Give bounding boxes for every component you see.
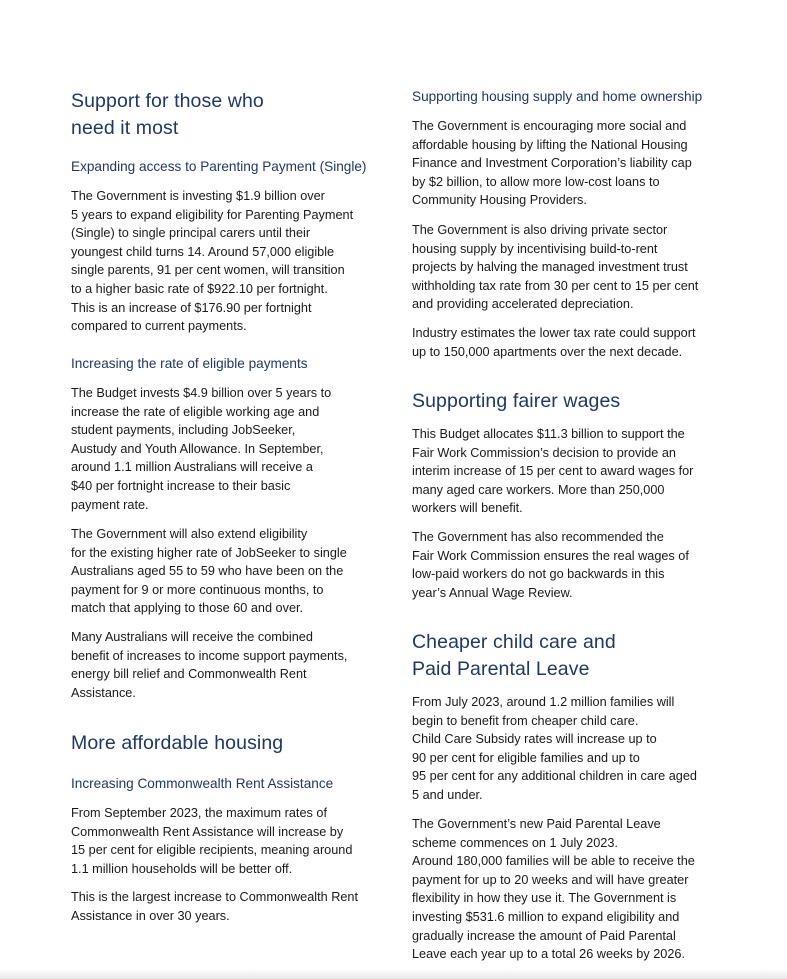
text-line: affordable housing by lifting the National Housing	[412, 137, 688, 152]
text-line: Fair Work Commission ensures the real wages of	[412, 548, 689, 563]
text-line: Leave each year up to a total 26 weeks by 2026.	[412, 947, 685, 962]
text-line: workers will benefit.	[412, 501, 523, 516]
paragraph-largest-increase	[71, 888, 358, 925]
heading-line: Cheaper child care and	[412, 631, 616, 653]
text-line: projects by halving the managed investment trust	[412, 260, 688, 275]
text-line: year’s Annual Wage Review.	[412, 585, 573, 600]
text-line: 5 and under.	[412, 787, 483, 802]
text-line: single parents, 91 per cent women, will transition	[71, 263, 345, 278]
text-line: payment for 9 or more continuous months, to	[71, 582, 324, 597]
text-line: scheme commences on 1 July 2023.	[412, 835, 618, 850]
text-line: 90 per cent for eligible families and up to	[412, 750, 640, 765]
text-line: From July 2023, around 1.2 million families will	[412, 695, 675, 709]
text-line: many aged care workers. More than 250,000	[412, 482, 665, 497]
paragraph-build-to-rent	[412, 221, 698, 314]
text-line: 1.1 million households will be better off.	[71, 861, 293, 876]
text-line: The Government’s new Paid Parental Leave	[412, 817, 661, 831]
paragraph-parenting-payment	[71, 187, 353, 336]
text-line: Assistance.	[71, 685, 136, 700]
text-line: 95 per cent for any additional children in care aged	[412, 769, 697, 784]
text-line: up to 150,000 apartments over the next decade.	[412, 344, 683, 359]
text-line: Around 180,000 families will be able to receive the	[412, 854, 695, 869]
heading-line: Paid Parental Leave	[412, 658, 590, 680]
text-line: The Government has also recommended the	[412, 530, 664, 544]
paragraph-eligible-payments-rate	[71, 384, 331, 514]
subheading-housing-supply: Supporting housing supply and home ownership	[412, 89, 703, 104]
text-line: Finance and Investment Corporation’s liability cap	[412, 156, 692, 171]
text-line: by $2 billion, to allow more low-cost loans to	[412, 174, 660, 189]
text-line: Australians aged 55 to 59 who have been on the	[71, 564, 344, 579]
text-line: compared to current payments.	[71, 319, 247, 334]
text-line: This is an increase of $176.90 per fortnight	[71, 300, 312, 315]
text-line: The Budget invests $4.9 billion over 5 years to	[71, 386, 332, 400]
text-line: flexibility in how they use it. The Government is	[412, 891, 677, 906]
text-line: energy bill relief and Commonwealth Rent	[71, 667, 307, 682]
text-line: The Government is encouraging more social and	[412, 119, 687, 133]
text-line: 15 per cent for eligible recipients, meaning around	[71, 843, 353, 858]
text-line: student payments, including JobSeeker,	[71, 423, 296, 438]
paragraph-social-affordable-housing	[412, 117, 692, 210]
text-line: $40 per fortnight increase to their basic	[71, 478, 291, 493]
text-line: match that applying to those 60 and over.	[71, 601, 304, 616]
heading-supporting-fairer-wages: Supporting fairer wages	[412, 390, 621, 412]
paragraph-annual-wage-review	[412, 528, 689, 602]
text-line: withholding tax rate from 30 per cent to 15 per cent	[412, 278, 699, 293]
text-line: payment rate.	[71, 497, 149, 512]
heading-more-affordable-housing: More affordable housing	[71, 732, 284, 754]
text-line: youngest child turns 14. Around 57,000 eligible	[71, 244, 335, 259]
text-line: Community Housing Providers.	[412, 193, 587, 208]
subheading-eligible-payments: Increasing the rate of eligible payments	[71, 356, 308, 371]
paragraph-jobseeker-eligibility	[71, 525, 347, 618]
text-line: to a higher basic rate of $922.10 per fortnight.	[71, 281, 328, 296]
text-line: The Government will also extend eligibility	[71, 527, 308, 541]
text-line: The Government is also driving private sector	[412, 223, 668, 237]
text-line: benefit of increases to income support payments,	[71, 648, 348, 663]
paragraph-industry-estimates	[412, 324, 696, 361]
paragraph-rent-assistance-increase	[71, 804, 352, 878]
subheading-rent-assistance: Increasing Commonwealth Rent Assistance	[71, 776, 334, 791]
heading-cheaper-child-care	[412, 629, 616, 683]
text-line: 5 years to expand eligibility for Parenting Payment	[71, 207, 354, 222]
text-line: Fair Work Commission’s decision to provide an	[412, 445, 676, 460]
text-line: The Government is investing $1.9 billion over	[71, 189, 325, 203]
text-line: for the existing higher rate of JobSeeker to single	[71, 545, 347, 560]
subheading-parenting-payment: Expanding access to Parenting Payment (Single)	[71, 159, 367, 174]
heading-support-for-those-who-need-it-most	[71, 88, 264, 142]
heading-line: need it most	[71, 117, 179, 139]
text-line: This is the largest increase to Commonwealth Rent	[71, 890, 359, 904]
text-line: housing supply by incentivising build-to-rent	[412, 241, 658, 256]
text-line: (Single) to single principal carers until their	[71, 226, 311, 241]
paragraph-child-care-subsidy	[412, 693, 697, 805]
text-line: From September 2023, the maximum rates of	[71, 806, 327, 820]
text-line: and providing accelerated depreciation.	[412, 297, 634, 312]
text-line: low-paid workers do not go backwards in this	[412, 567, 665, 582]
text-line: Commonwealth Rent Assistance will increase by	[71, 824, 344, 839]
text-line: Child Care Subsidy rates will increase up to	[412, 732, 657, 747]
text-line: around 1.1 million Australians will receive a	[71, 460, 313, 475]
text-line: interim increase of 15 per cent to award wages for	[412, 464, 694, 479]
page-bottom-edge	[0, 969, 787, 979]
text-line: gradually increase the amount of Paid Parental	[412, 928, 676, 943]
text-line: payment for up to 20 weeks and will have greater	[412, 872, 689, 887]
paragraph-paid-parental-leave	[412, 815, 695, 964]
paragraph-combined-benefit	[71, 628, 347, 702]
heading-line: Support for those who	[71, 90, 264, 112]
text-line: This Budget allocates $11.3 billion to support the	[412, 427, 685, 441]
paragraph-aged-care-wages	[412, 425, 693, 518]
text-line: begin to benefit from cheaper child care.	[412, 713, 639, 728]
text-line: investing $531.6 million to expand eligibility and	[412, 909, 680, 924]
text-line: increase the rate of eligible working age and	[71, 404, 320, 419]
text-line: Industry estimates the lower tax rate could support	[412, 326, 696, 340]
text-line: Assistance in over 30 years.	[71, 908, 230, 923]
text-line: Austudy and Youth Allowance. In September,	[71, 441, 324, 456]
text-line: Many Australians will receive the combined	[71, 630, 313, 644]
